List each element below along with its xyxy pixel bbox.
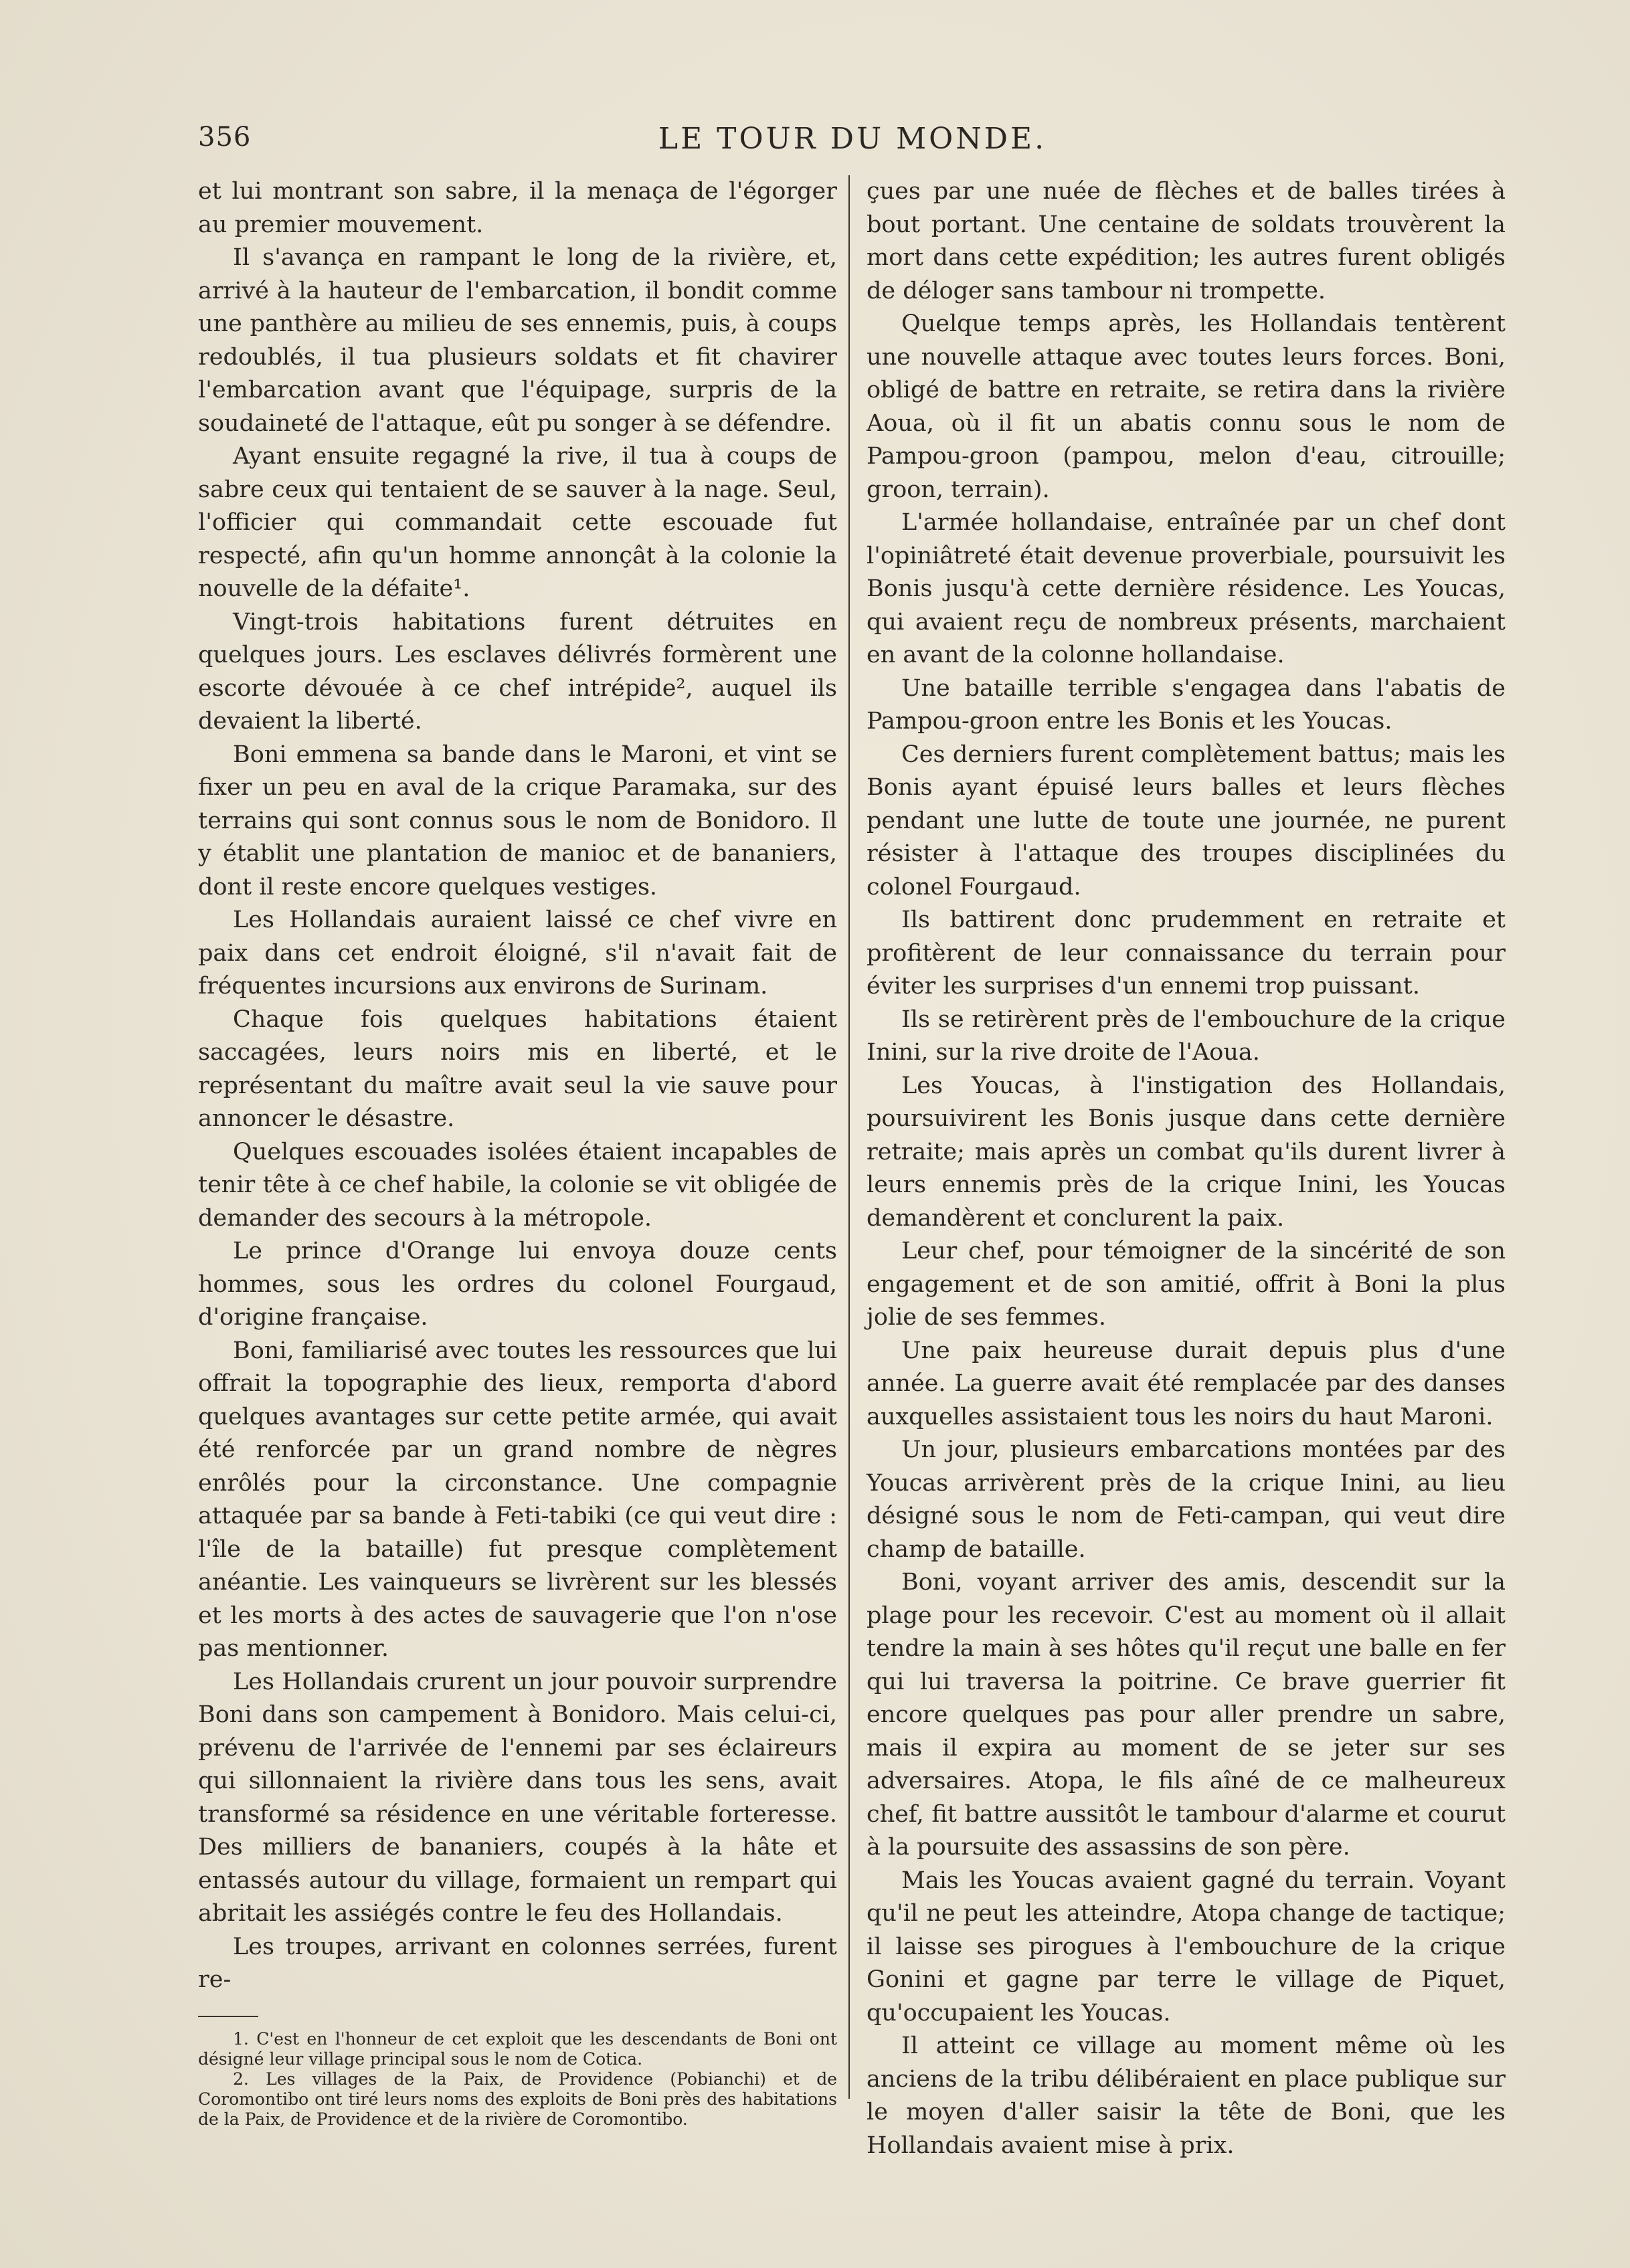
right-column — [867, 175, 1506, 2162]
paragraph: Vingt-trois habitations furent détruites en quelques jours. Les esclaves délivrés formèrent une escorte dévouée à ce chef intrépide², auquel ils devaient la liberté. — [198, 608, 837, 735]
paragraph: Il s'avança en rampant le long de la rivière, et, arrivé à la hauteur de l'embarcation, il bondit comme une panthère au milieu de ses ennemis, puis, à coups redoublés, il tua plusieurs soldats et fit chavirer l'embarcation avant que l'équipage, surpris de la soudaineté de l'attaque, eût pu songer à se défendre. — [198, 244, 837, 437]
paragraph: Les Youcas, à l'instigation des Hollandais, poursuivirent les Bonis jusque dans cette dernière retraite; mais après un combat qu'ils durent livrer à leurs ennemis près de la crique Inini, les Youcas demandèrent et conclurent la paix. — [867, 1072, 1506, 1232]
paragraph: Quelque temps après, les Hollandais tentèrent une nouvelle attaque avec toutes leurs forces. Boni, obligé de battre en retraite, se retira dans la rivière Aoua, où il fit un abatis connu sous le nom de Pampou-groon (pampou, melon d'eau, citrouille; groon, terrain). — [867, 310, 1506, 503]
page-header — [198, 122, 1507, 162]
paragraph: Une paix heureuse durait depuis plus d'une année. La guerre avait été remplacée par des danses auxquelles assistaient tous les noirs du haut Maroni. — [867, 1337, 1506, 1430]
running-title: LE TOUR DU MONDE. — [658, 122, 1047, 156]
paragraph: Ces derniers furent complètement battus; mais les Bonis ayant épuisé leurs balles et leurs flèches pendant une lutte de toute une journée, ne purent résister à l'attaque des troupes disciplinées du colonel Fourgaud. — [867, 741, 1506, 901]
paragraph: Boni emmena sa bande dans le Maroni, et vint se fixer un peu en aval de la crique Paramaka, sur des terrains qui sont connus sous le nom de Bonidoro. Il y établit une plantation de manioc et de bananiers, dont il reste encore quelques vestiges. — [198, 741, 837, 901]
paragraph: Ayant ensuite regagné la rive, il tua à coups de sabre ceux qui tentaient de se sauver à la nage. Seul, l'officier qui commandait cette escouade fut respecté, afin qu'un homme annonçât à la colonie la nouvelle de la défaite¹. — [198, 443, 837, 602]
footnote-rule — [198, 2016, 258, 2017]
paragraph: Il atteint ce village au moment même où les anciens de la tribu délibéraient en place publique sur le moyen d'aller saisir la tête de Boni, que les Hollandais avaient mise à prix. — [867, 2033, 1506, 2159]
page-number: 356 — [198, 122, 252, 153]
paragraph: çues par une nuée de flèches et de balles tirées à bout portant. Une centaine de soldats trouvèrent la mort dans cette expédition; les autres furent obligés de déloger sans tambour ni trompette. — [867, 178, 1506, 304]
paragraph: Boni, familiarisé avec toutes les ressources que lui offrait la topographie des lieux, remporta d'abord quelques avantages sur cette petite armée, qui avait été renforcée par un grand nombre de nègres enrôlés pour la circonstance. Une compagnie attaquée par sa bande à Feti-tabiki (ce qui veut dire : l'île de la bataille) fut presque complètement anéantie. Les vainqueurs se livrèrent sur les blessés et les morts à des actes de sauvagerie que l'on n'ose pas mentionner. — [198, 1337, 837, 1662]
footnotes — [198, 2016, 837, 2130]
paragraph: Le prince d'Orange lui envoya douze cents hommes, sous les ordres du colonel Fourgaud, d'origine française. — [198, 1238, 837, 1331]
paragraph: Quelques escouades isolées étaient incapables de tenir tête à ce chef habile, la colonie se vit obligée de demander des secours à la métropole. — [198, 1138, 837, 1232]
paragraph: Chaque fois quelques habitations étaient saccagées, leurs noirs mis en liberté, et le représentant du maître avait seul la vie sauve pour annoncer le désastre. — [198, 1006, 837, 1132]
paragraph: Leur chef, pour témoigner de la sincérité de son engagement et de son amitié, offrit à Boni la plus jolie de ses femmes. — [867, 1238, 1506, 1331]
paragraph: Les Hollandais crurent un jour pouvoir surprendre Boni dans son campement à Bonidoro. Mais celui-ci, prévenu de l'arrivée de l'ennemi par ses éclaireurs qui sillonnaient la rivière dans tous les sens, avait transformé sa résidence en une véritable forteresse. Des milliers de bananiers, coupés à la hâte et entassés autour du village, formaient un rempart qui abritait les assiégés contre le feu des Hollandais. — [198, 1668, 837, 1927]
paragraph: Les Hollandais auraient laissé ce chef vivre en paix dans cet endroit éloigné, s'il n'avait fait de fréquentes incursions aux environs de Surinam. — [198, 907, 837, 1000]
left-column — [198, 175, 837, 2130]
paragraph: Les troupes, arrivant en colonnes serrées, furent re- — [198, 1933, 837, 1993]
paragraph: Ils battirent donc prudemment en retraite et profitèrent de leur connaissance du terrain pour éviter les surprises d'un ennemi trop puissant. — [867, 907, 1506, 1000]
paragraph: Boni, voyant arriver des amis, descendit sur la plage pour les recevoir. C'est au moment où il allait tendre la main à ses hôtes qu'il reçut une balle en fer qui lui traversa la poitrine. Ce brave guerrier fit encore quelques pas pour aller prendre un sabre, mais il expira au moment de se jeter sur ses adversaires. Atopa, le fils aîné de ce malheureux chef, fit battre aussitôt le tambour d'alarme et courut à la poursuite des assassins de son père. — [867, 1569, 1506, 1861]
paragraph: Ils se retirèrent près de l'embouchure de la crique Inini, sur la rive droite de l'Aoua. — [867, 1006, 1506, 1066]
paragraph: et lui montrant son sabre, il la menaça de l'égorger au premier mouvement. — [198, 178, 837, 238]
paragraph: Mais les Youcas avaient gagné du terrain. Voyant qu'il ne peut les atteindre, Atopa change de tactique; il laisse ses pirogues à l'embouchure de la crique Gonini et gagne par terre le village de Piquet, qu'occupaient les Youcas. — [867, 1867, 1506, 2026]
paragraph: Une bataille terrible s'engagea dans l'abatis de Pampou-groon entre les Bonis et les Youcas. — [867, 674, 1506, 735]
footnote: 1. C'est en l'honneur de cet exploit que les descendants de Boni ont désigné leur village principal sous le nom de Cotica. — [198, 2028, 837, 2069]
paragraph: L'armée hollandaise, entraînée par un chef dont l'opiniâtreté était devenue proverbiale, poursuivit les Bonis jusqu'à cette dernière résidence. Les Youcas, qui avaient reçu de nombreux présents, marchaient en avant de la colonne hollandaise. — [867, 509, 1506, 668]
column-divider — [848, 175, 850, 2099]
footnote: 2. Les villages de la Paix, de Providence (Pobianchi) et de Coromontibo ont tiré leurs noms des exploits de Boni près des habitations de la Paix, de Providence et de la rivière de Coromontibo. — [198, 2069, 837, 2129]
paragraph: Un jour, plusieurs embarcations montées par des Youcas arrivèrent près de la crique Inini, au lieu désigné sous le nom de Feti-campan, qui veut dire champ de bataille. — [867, 1436, 1506, 1563]
